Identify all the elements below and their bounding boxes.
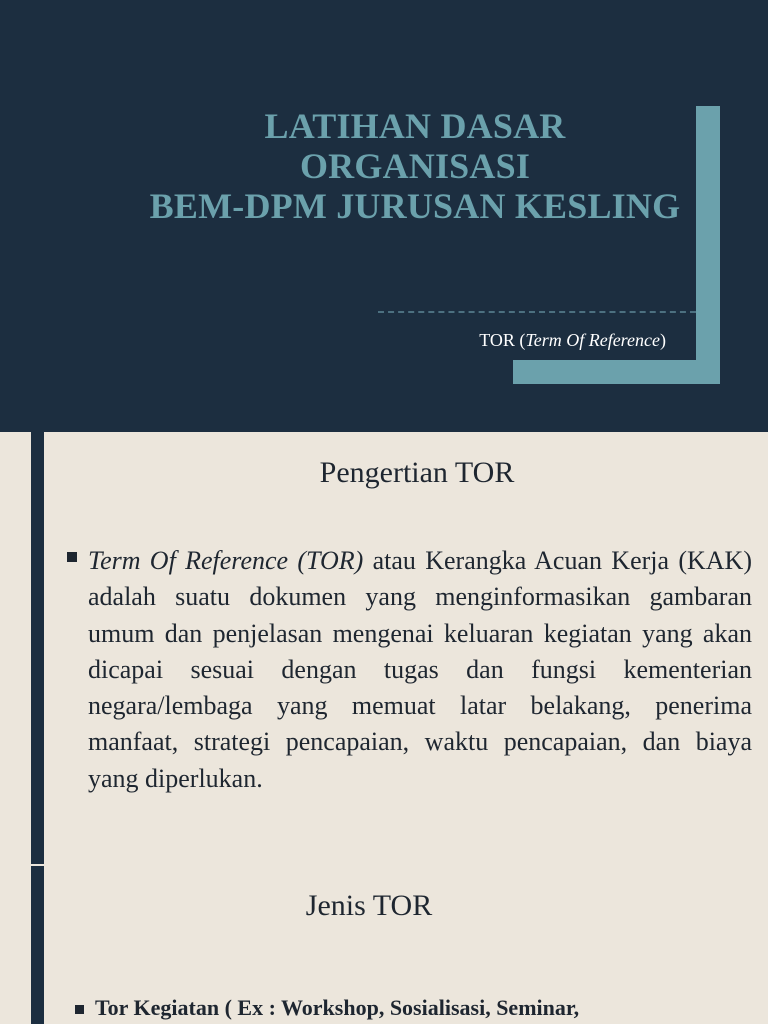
subtitle-prefix: TOR ( [479, 330, 526, 350]
subtitle-term: Term Of Reference [525, 330, 660, 350]
definition-body: atau Kerangka Acuan Kerja (KAK) adalah suatu dokumen yang menginformasikan gambaran umum dan penjelasan mengenai keluaran kegiatan yang akan dicapai sesuai dengan tugas dan fungsi kementerian negara/lembaga yang memuat latar belakang, penerima manfaat, strategi pencapaian, waktu pencapaian, dan biaya yang diperlukan. [88, 546, 752, 793]
square-bullet-icon-2 [75, 1005, 84, 1014]
decorative-bracket-horizontal [513, 360, 720, 384]
definition-heading: Pengertian TOR [319, 456, 515, 489]
section-accent-bar [31, 432, 44, 864]
slide-title [70, 106, 760, 226]
slide-subtitle [380, 327, 666, 353]
dashed-divider [378, 311, 696, 313]
title-line-1: LATIHAN DASAR [264, 106, 566, 146]
definition-paragraph [88, 543, 752, 797]
types-heading: Jenis TOR [305, 889, 433, 922]
definition-term: Term Of Reference (TOR) [88, 546, 364, 575]
square-bullet-icon [67, 552, 77, 562]
title-line-3: BEM-DPM JURUSAN KESLING [149, 186, 681, 226]
section-accent-bar-2 [31, 866, 44, 1024]
subtitle-suffix: ) [660, 330, 666, 350]
title-line-2: ORGANISASI [299, 146, 531, 186]
types-list-item: Tor Kegiatan ( Ex : Workshop, Sosialisasi, Seminar, [95, 995, 580, 1020]
